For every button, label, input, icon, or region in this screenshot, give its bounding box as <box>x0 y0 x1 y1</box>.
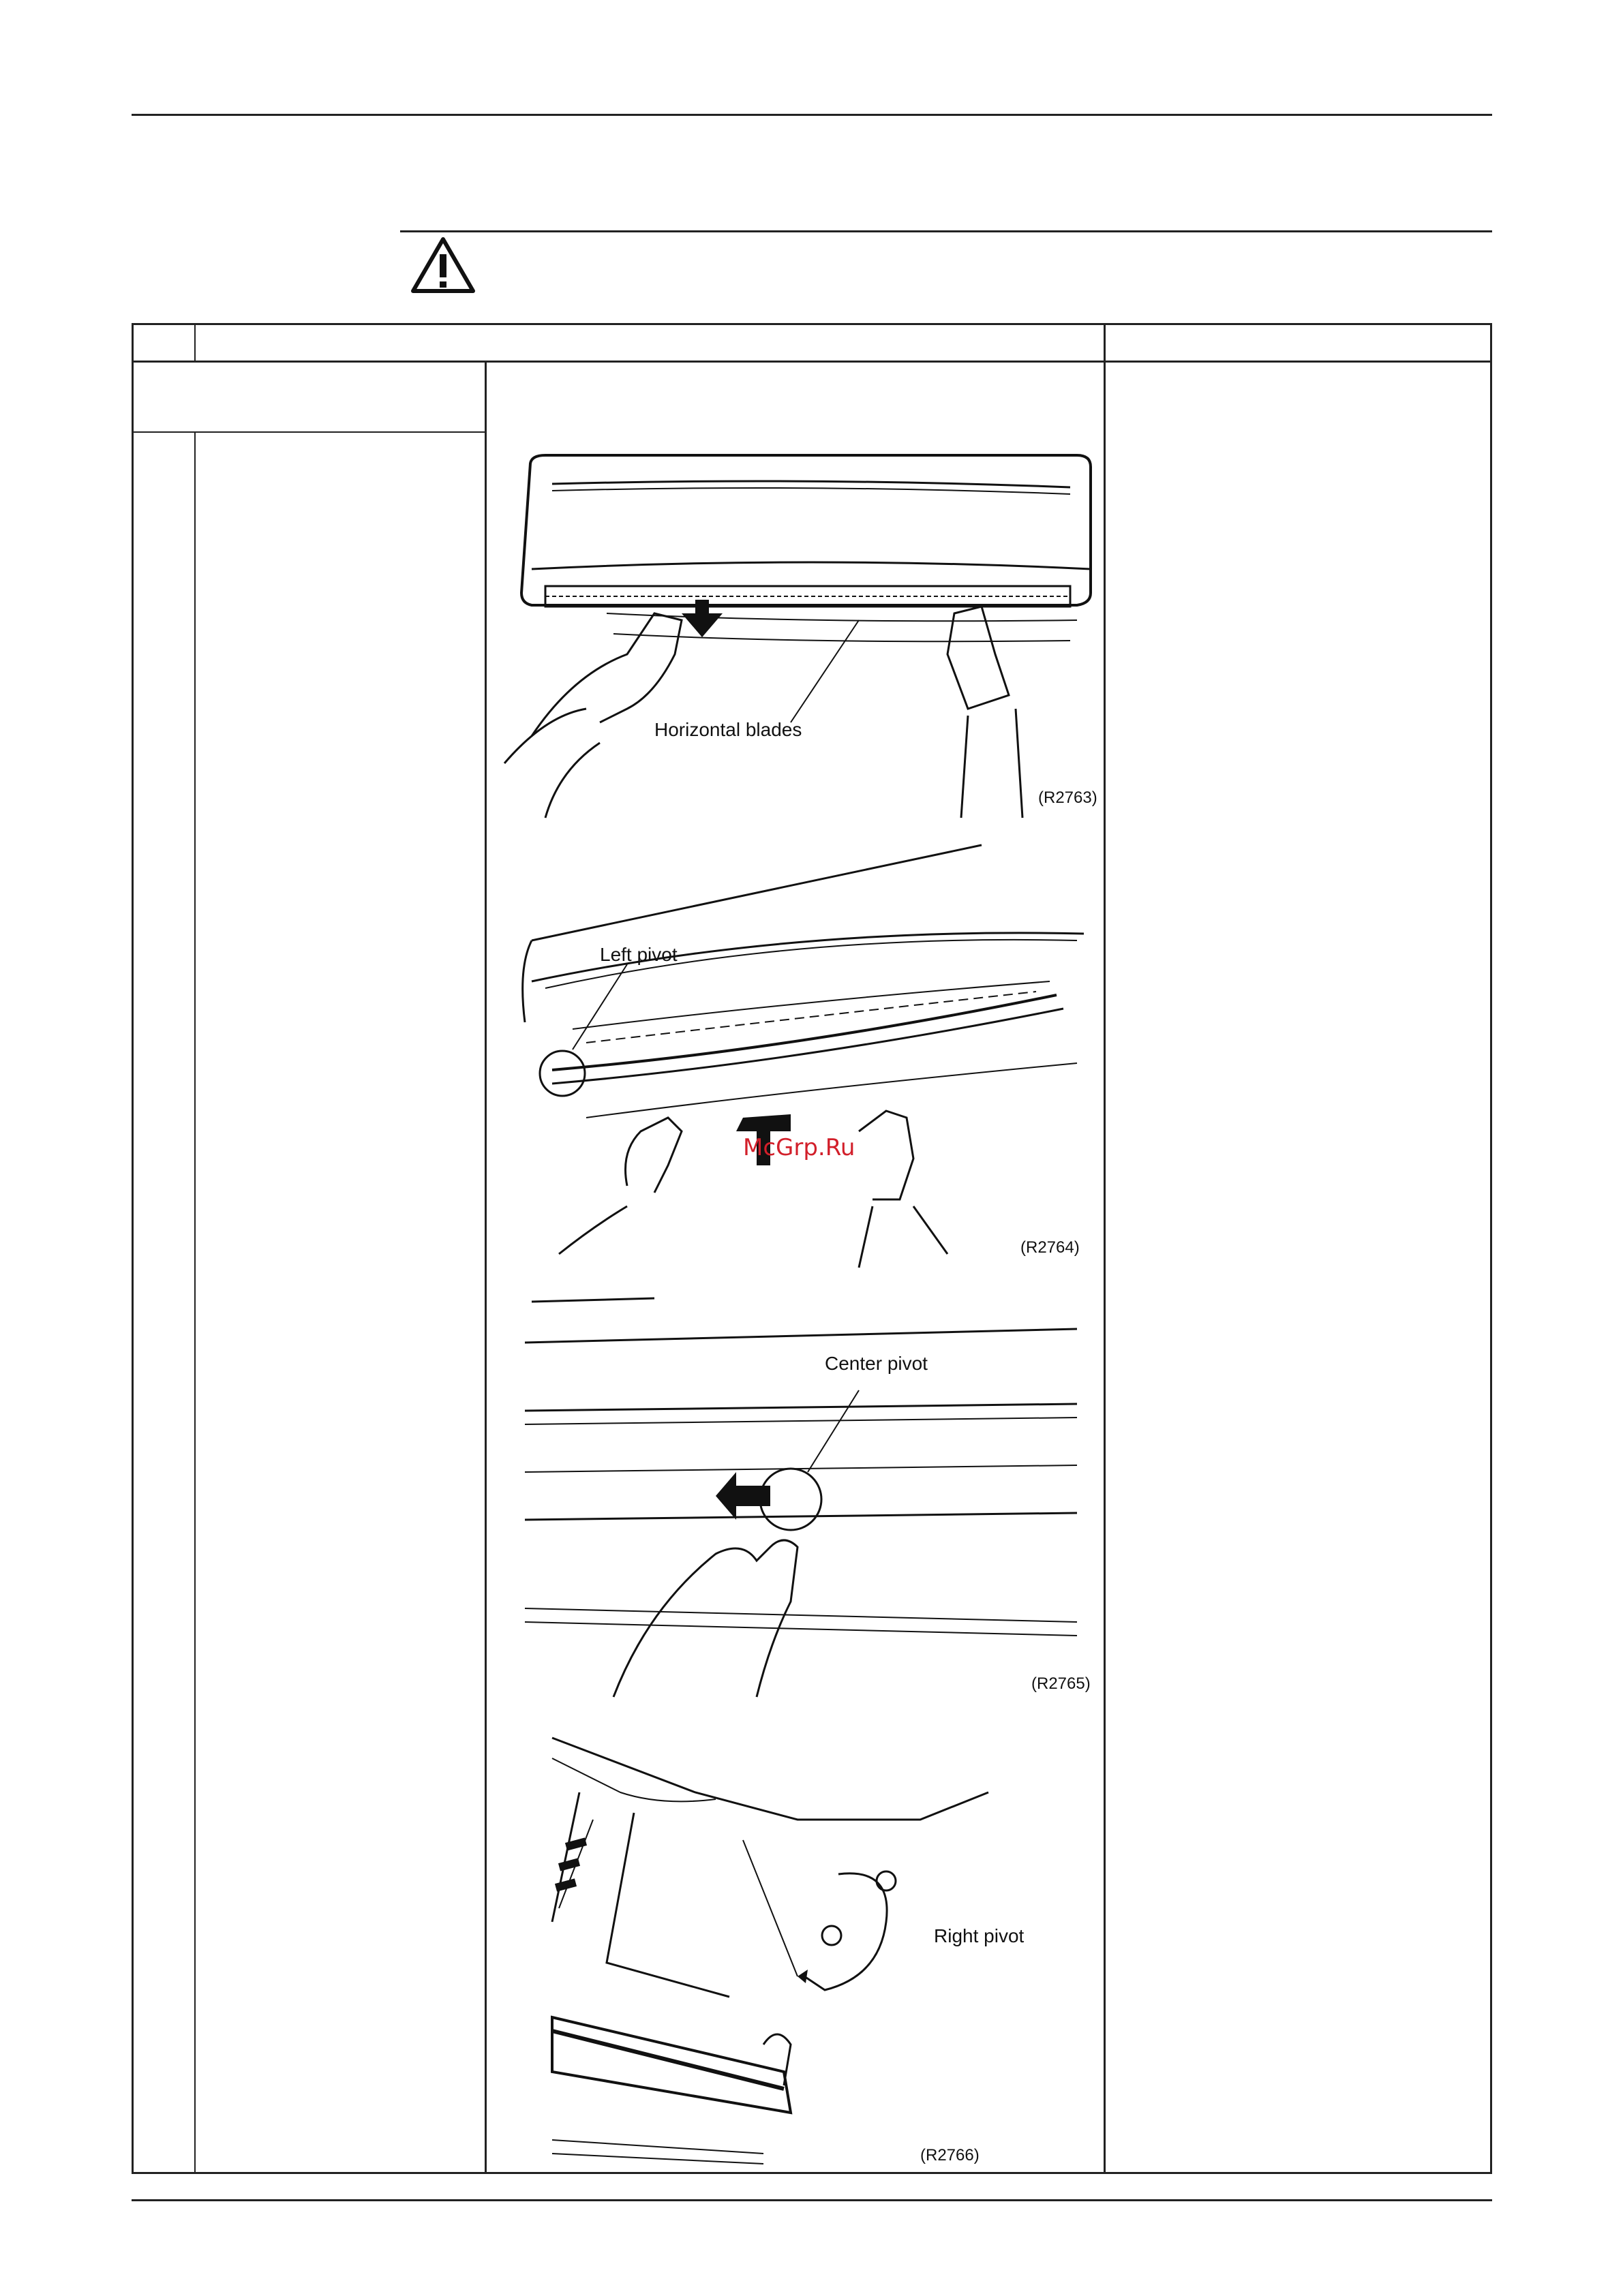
figure-ref-r2763: (R2763) <box>1038 789 1097 807</box>
footer-rule <box>132 2199 1492 2201</box>
watermark-text: McGrp.Ru <box>743 1134 855 1161</box>
figure-r2763 <box>491 450 1104 818</box>
callout-center-pivot: Center pivot <box>825 1353 928 1374</box>
callout-right-pivot: Right pivot <box>934 1925 1025 1946</box>
figure-r2764 <box>491 845 1104 1268</box>
caution-rule <box>400 230 1492 232</box>
figure-ref-r2766: (R2766) <box>920 2146 980 2164</box>
figure-r2766 <box>539 1717 1029 2167</box>
figure-ref-r2764: (R2764) <box>1020 1238 1080 1257</box>
callout-horizontal-blades: Horizontal blades <box>654 719 802 740</box>
figure-r2765 <box>498 1288 1104 1697</box>
warning-triangle-icon <box>409 235 477 295</box>
callout-left-pivot: Left pivot <box>600 944 678 965</box>
figure-ref-r2765: (R2765) <box>1031 1674 1091 1693</box>
header-rule <box>132 114 1492 116</box>
